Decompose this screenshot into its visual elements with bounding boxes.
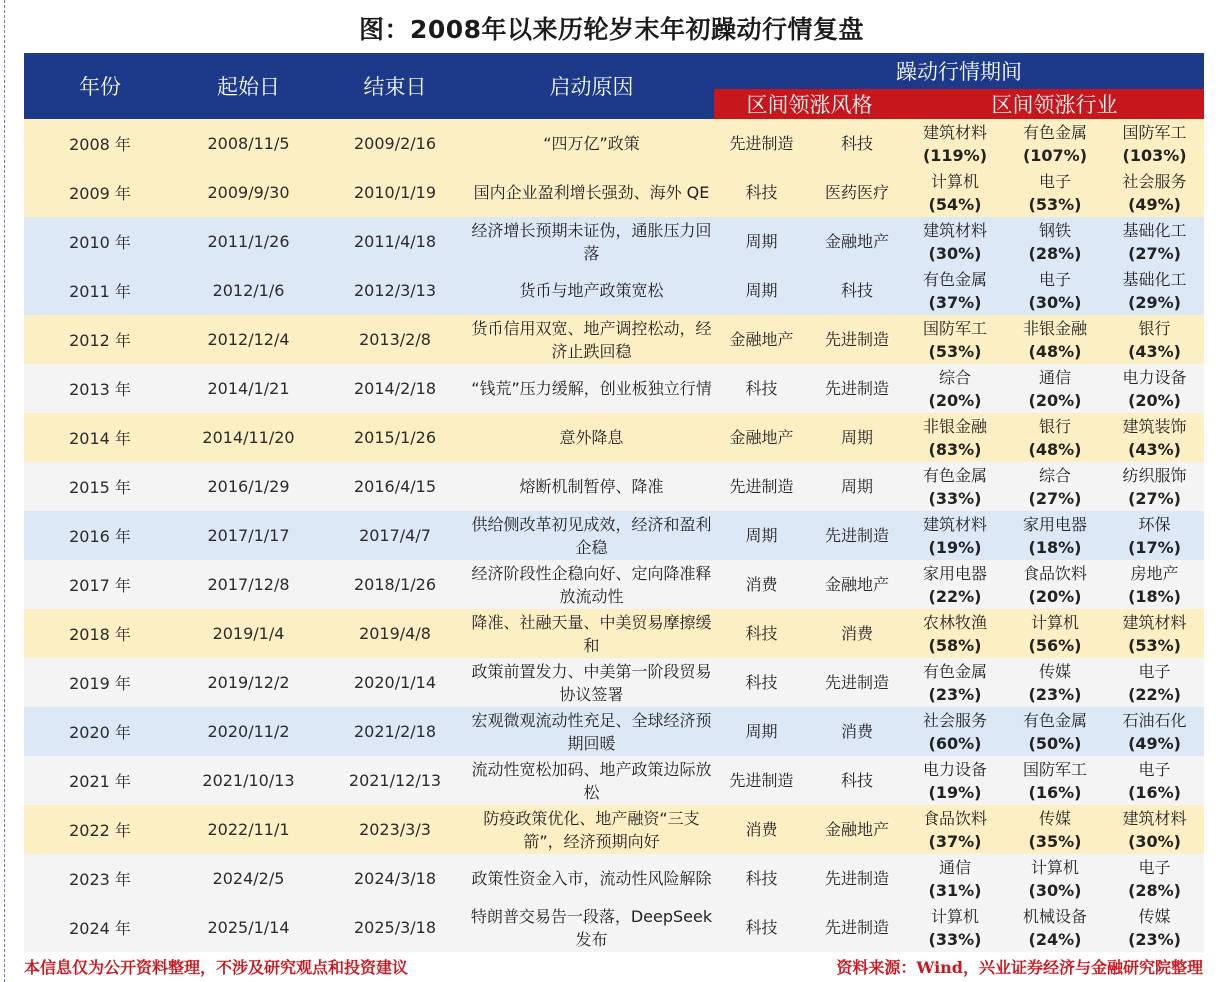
leading-industry-cell bbox=[1005, 511, 1105, 560]
table-row bbox=[24, 266, 1204, 315]
leading-industry-cell bbox=[1105, 854, 1204, 903]
end-date-cell: 2021/2/18 bbox=[321, 707, 469, 756]
leading-style-cell: 科技 bbox=[714, 854, 809, 903]
industry-gain: (60%) bbox=[928, 733, 982, 753]
end-date-cell: 2021/12/13 bbox=[321, 756, 469, 805]
leading-style-cell: 先进制造 bbox=[809, 854, 905, 903]
industry-gain: (35%) bbox=[1028, 831, 1082, 851]
industry-gain: (53%) bbox=[1128, 635, 1181, 655]
leading-style-cell: 科技 bbox=[714, 658, 809, 707]
industry-gain: (54%) bbox=[928, 194, 982, 214]
leading-style-cell: 科技 bbox=[809, 266, 905, 315]
start-date-cell: 2014/11/20 bbox=[176, 413, 321, 462]
industry-name: 社会服务 bbox=[1122, 171, 1187, 191]
leading-style-cell: 科技 bbox=[809, 119, 905, 168]
start-date-cell: 2012/1/6 bbox=[176, 266, 321, 315]
industry-gain: (18%) bbox=[1028, 537, 1082, 557]
industry-gain: (107%) bbox=[1022, 145, 1088, 165]
industry-gain: (20%) bbox=[1128, 390, 1181, 410]
table-row bbox=[24, 119, 1204, 168]
reason-cell: 经济阶段性企稳向好、定向降准释放流动性 bbox=[469, 560, 714, 609]
industry-gain: (23%) bbox=[1028, 684, 1082, 704]
year-cell: 2011 年 bbox=[24, 266, 176, 315]
year-cell: 2012 年 bbox=[24, 315, 176, 364]
header-rally-period: 躁动行情期间 bbox=[714, 53, 1204, 89]
leading-style-cell: 科技 bbox=[714, 903, 809, 952]
year-cell: 2009 年 bbox=[24, 168, 176, 217]
industry-name: 国防军工 bbox=[1122, 122, 1187, 142]
header-end-date: 结束日 bbox=[321, 53, 469, 119]
industry-name: 计算机 bbox=[1030, 857, 1079, 877]
leading-industry-cell bbox=[1005, 315, 1105, 364]
industry-name: 建筑装饰 bbox=[1122, 416, 1187, 436]
leading-industry-cell bbox=[905, 609, 1005, 658]
table-row bbox=[24, 168, 1204, 217]
leading-industry-cell bbox=[1105, 658, 1204, 707]
end-date-cell: 2024/3/18 bbox=[321, 854, 469, 903]
leading-style-cell: 消费 bbox=[714, 805, 809, 854]
industry-name: 电子 bbox=[1138, 759, 1171, 779]
industry-name: 计算机 bbox=[930, 906, 979, 926]
industry-gain: (119%) bbox=[922, 145, 988, 165]
industry-name: 农林牧渔 bbox=[922, 612, 987, 632]
industry-gain: (49%) bbox=[1128, 194, 1181, 214]
reason-cell: “钱荒”压力缓解，创业板独立行情 bbox=[469, 364, 714, 413]
reason-cell: 特朗普交易告一段落，DeepSeek 发布 bbox=[469, 903, 714, 952]
industry-gain: (83%) bbox=[928, 439, 982, 459]
industry-name: 综合 bbox=[938, 367, 971, 387]
year-cell: 2024 年 bbox=[24, 903, 176, 952]
industry-gain: (17%) bbox=[1128, 537, 1181, 557]
start-date-cell: 2016/1/29 bbox=[176, 462, 321, 511]
industry-gain: (28%) bbox=[1028, 243, 1082, 263]
start-date-cell: 2022/11/1 bbox=[176, 805, 321, 854]
industry-name: 通信 bbox=[938, 857, 971, 877]
industry-name: 建筑材料 bbox=[922, 514, 987, 534]
industry-name: 电子 bbox=[1138, 857, 1171, 877]
leading-industry-cell bbox=[905, 903, 1005, 952]
industry-name: 电力设备 bbox=[922, 759, 987, 779]
leading-style-cell: 消费 bbox=[714, 560, 809, 609]
leading-industry-cell bbox=[1005, 707, 1105, 756]
leading-industry-cell bbox=[905, 119, 1005, 168]
industry-gain: (20%) bbox=[928, 390, 982, 410]
leading-style-cell: 消费 bbox=[809, 707, 905, 756]
leading-industry-cell bbox=[1005, 217, 1105, 266]
industry-name: 传媒 bbox=[1038, 808, 1071, 828]
leading-industry-cell bbox=[1005, 560, 1105, 609]
industry-name: 电力设备 bbox=[1122, 367, 1187, 387]
leading-style-cell: 科技 bbox=[809, 756, 905, 805]
leading-industry-cell bbox=[905, 756, 1005, 805]
leading-industry-cell bbox=[1105, 462, 1204, 511]
leading-industry-cell bbox=[905, 266, 1005, 315]
leading-style-cell: 金融地产 bbox=[809, 560, 905, 609]
year-cell: 2019 年 bbox=[24, 658, 176, 707]
leading-industry-cell bbox=[905, 364, 1005, 413]
reason-cell: 政策性资金入市，流动性风险解除 bbox=[469, 854, 714, 903]
leading-industry-cell bbox=[1105, 756, 1204, 805]
table-row bbox=[24, 511, 1204, 560]
industry-name: 有色金属 bbox=[1022, 710, 1087, 730]
reason-cell: 供给侧改革初见成效，经济和盈利企稳 bbox=[469, 511, 714, 560]
leading-industry-cell bbox=[1005, 805, 1105, 854]
end-date-cell: 2016/4/15 bbox=[321, 462, 469, 511]
leading-industry-cell bbox=[905, 315, 1005, 364]
industry-name: 石油石化 bbox=[1122, 710, 1187, 730]
industry-name: 有色金属 bbox=[922, 661, 987, 681]
year-cell: 2008 年 bbox=[24, 119, 176, 168]
industry-name: 国防军工 bbox=[922, 318, 987, 338]
leading-style-cell: 周期 bbox=[809, 413, 905, 462]
industry-gain: (19%) bbox=[928, 782, 982, 802]
industry-name: 传媒 bbox=[1138, 906, 1171, 926]
industry-name: 银行 bbox=[1038, 416, 1071, 436]
leading-style-cell: 金融地产 bbox=[809, 805, 905, 854]
start-date-cell: 2019/1/4 bbox=[176, 609, 321, 658]
industry-gain: (48%) bbox=[1028, 439, 1082, 459]
industry-gain: (53%) bbox=[1028, 194, 1082, 214]
header-year: 年份 bbox=[24, 53, 176, 119]
end-date-cell: 2025/3/18 bbox=[321, 903, 469, 952]
leading-style-cell: 科技 bbox=[714, 364, 809, 413]
industry-gain: (30%) bbox=[1028, 292, 1082, 312]
leading-industry-cell bbox=[1105, 364, 1204, 413]
reason-cell: “四万亿”政策 bbox=[469, 119, 714, 168]
leading-style-cell: 周期 bbox=[714, 511, 809, 560]
industry-name: 银行 bbox=[1138, 318, 1171, 338]
leading-industry-cell bbox=[1005, 756, 1105, 805]
industry-name: 建筑材料 bbox=[1122, 808, 1187, 828]
reason-cell: 熔断机制暂停、降准 bbox=[469, 462, 714, 511]
industry-gain: (23%) bbox=[928, 684, 982, 704]
leading-style-cell: 金融地产 bbox=[714, 315, 809, 364]
end-date-cell: 2012/3/13 bbox=[321, 266, 469, 315]
industry-name: 纺织服饰 bbox=[1122, 465, 1187, 485]
leading-style-cell: 先进制造 bbox=[809, 511, 905, 560]
leading-industry-cell bbox=[1105, 511, 1204, 560]
industry-gain: (56%) bbox=[1028, 635, 1082, 655]
start-date-cell: 2024/2/5 bbox=[176, 854, 321, 903]
leading-industry-cell bbox=[905, 854, 1005, 903]
table-row bbox=[24, 413, 1204, 462]
reason-cell: 货币信用双宽、地产调控松动，经济止跌回稳 bbox=[469, 315, 714, 364]
industry-name: 综合 bbox=[1038, 465, 1071, 485]
industry-name: 有色金属 bbox=[922, 465, 987, 485]
industry-name: 传媒 bbox=[1038, 661, 1071, 681]
leading-industry-cell bbox=[905, 511, 1005, 560]
leading-style-cell: 医药医疗 bbox=[809, 168, 905, 217]
start-date-cell: 2012/12/4 bbox=[176, 315, 321, 364]
start-date-cell: 2011/1/26 bbox=[176, 217, 321, 266]
industry-name: 通信 bbox=[1038, 367, 1071, 387]
leading-industry-cell bbox=[1005, 168, 1105, 217]
industry-name: 食品饮料 bbox=[922, 808, 987, 828]
start-date-cell: 2021/10/13 bbox=[176, 756, 321, 805]
industry-gain: (27%) bbox=[1128, 243, 1181, 263]
table-row bbox=[24, 707, 1204, 756]
leading-industry-cell bbox=[1105, 560, 1204, 609]
table-row bbox=[24, 462, 1204, 511]
table-row bbox=[24, 903, 1204, 952]
leading-style-cell: 金融地产 bbox=[809, 217, 905, 266]
industry-gain: (22%) bbox=[1128, 684, 1181, 704]
industry-gain: (27%) bbox=[1028, 488, 1082, 508]
end-date-cell: 2023/3/3 bbox=[321, 805, 469, 854]
industry-gain: (23%) bbox=[1128, 929, 1181, 949]
start-date-cell: 2019/12/2 bbox=[176, 658, 321, 707]
industry-gain: (20%) bbox=[1028, 390, 1082, 410]
page-title: 图：2008年以来历轮岁末年初躁动行情复盘 bbox=[358, 15, 865, 44]
industry-gain: (37%) bbox=[928, 831, 982, 851]
leading-style-cell: 先进制造 bbox=[809, 364, 905, 413]
table-body bbox=[24, 119, 1204, 952]
leading-industry-cell bbox=[1105, 266, 1204, 315]
industry-gain: (33%) bbox=[928, 929, 982, 949]
industry-name: 计算机 bbox=[1030, 612, 1079, 632]
leading-style-cell: 科技 bbox=[714, 168, 809, 217]
end-date-cell: 2014/2/18 bbox=[321, 364, 469, 413]
year-cell: 2022 年 bbox=[24, 805, 176, 854]
industry-gain: (33%) bbox=[928, 488, 982, 508]
leading-style-cell: 先进制造 bbox=[714, 119, 809, 168]
table-row bbox=[24, 756, 1204, 805]
end-date-cell: 2009/2/16 bbox=[321, 119, 469, 168]
leading-style-cell: 先进制造 bbox=[714, 756, 809, 805]
header-leading-industry: 区间领涨行业 bbox=[905, 89, 1204, 119]
industry-name: 家用电器 bbox=[922, 563, 987, 583]
industry-gain: (16%) bbox=[1028, 782, 1082, 802]
industry-name: 电子 bbox=[1038, 171, 1071, 191]
industry-gain: (43%) bbox=[1128, 341, 1181, 361]
start-date-cell: 2025/1/14 bbox=[176, 903, 321, 952]
year-cell: 2018 年 bbox=[24, 609, 176, 658]
page-border-line bbox=[4, 0, 5, 982]
year-cell: 2023 年 bbox=[24, 854, 176, 903]
industry-gain: (22%) bbox=[928, 586, 982, 606]
industry-name: 国防军工 bbox=[1022, 759, 1087, 779]
disclaimer-text: 本信息仅为公开资料整理，不涉及研究观点和投资建议 bbox=[24, 958, 409, 977]
leading-style-cell: 消费 bbox=[809, 609, 905, 658]
table-row bbox=[24, 854, 1204, 903]
leading-industry-cell bbox=[905, 658, 1005, 707]
industry-name: 基础化工 bbox=[1122, 269, 1187, 289]
year-cell: 2013 年 bbox=[24, 364, 176, 413]
end-date-cell: 2020/1/14 bbox=[321, 658, 469, 707]
table-row bbox=[24, 560, 1204, 609]
end-date-cell: 2010/1/19 bbox=[321, 168, 469, 217]
leading-industry-cell bbox=[1005, 364, 1105, 413]
end-date-cell: 2018/1/26 bbox=[321, 560, 469, 609]
end-date-cell: 2011/4/18 bbox=[321, 217, 469, 266]
table-row bbox=[24, 364, 1204, 413]
industry-name: 钢铁 bbox=[1038, 220, 1071, 240]
reason-cell: 政策前置发力、中美第一阶段贸易协议签署 bbox=[469, 658, 714, 707]
industry-name: 环保 bbox=[1138, 514, 1171, 534]
leading-industry-cell bbox=[1105, 609, 1204, 658]
source-text: 资料来源：Wind，兴业证券经济与金融研究院整理 bbox=[836, 958, 1203, 977]
industry-name: 有色金属 bbox=[922, 269, 987, 289]
leading-industry-cell bbox=[1105, 413, 1204, 462]
industry-gain: (20%) bbox=[1028, 586, 1082, 606]
leading-industry-cell bbox=[1005, 854, 1105, 903]
leading-industry-cell bbox=[905, 462, 1005, 511]
leading-style-cell: 周期 bbox=[809, 462, 905, 511]
leading-industry-cell bbox=[1005, 266, 1105, 315]
year-cell: 2016 年 bbox=[24, 511, 176, 560]
industry-gain: (30%) bbox=[1028, 880, 1082, 900]
leading-industry-cell bbox=[1105, 707, 1204, 756]
industry-name: 有色金属 bbox=[1022, 122, 1087, 142]
leading-industry-cell bbox=[905, 413, 1005, 462]
industry-gain: (27%) bbox=[1128, 488, 1181, 508]
leading-industry-cell bbox=[1105, 168, 1204, 217]
leading-industry-cell bbox=[905, 707, 1005, 756]
leading-industry-cell bbox=[905, 805, 1005, 854]
end-date-cell: 2015/1/26 bbox=[321, 413, 469, 462]
reason-cell: 货币与地产政策宽松 bbox=[469, 266, 714, 315]
industry-gain: (43%) bbox=[1128, 439, 1181, 459]
table-row bbox=[24, 658, 1204, 707]
industry-gain: (103%) bbox=[1122, 145, 1187, 165]
reason-cell: 防疫政策优化、地产融资“三支箭”，经济预期向好 bbox=[469, 805, 714, 854]
leading-industry-cell bbox=[1105, 119, 1204, 168]
leading-style-cell: 周期 bbox=[714, 217, 809, 266]
start-date-cell: 2020/11/2 bbox=[176, 707, 321, 756]
leading-style-cell: 金融地产 bbox=[714, 413, 809, 462]
industry-gain: (37%) bbox=[928, 292, 982, 312]
industry-name: 家用电器 bbox=[1022, 514, 1087, 534]
industry-gain: (31%) bbox=[928, 880, 982, 900]
leading-industry-cell bbox=[1105, 315, 1204, 364]
industry-gain: (29%) bbox=[1128, 292, 1181, 312]
industry-gain: (16%) bbox=[1128, 782, 1181, 802]
industry-gain: (18%) bbox=[1128, 586, 1181, 606]
industry-name: 非银金融 bbox=[1022, 318, 1087, 338]
leading-industry-cell bbox=[1005, 462, 1105, 511]
leading-style-cell: 周期 bbox=[714, 707, 809, 756]
reason-cell: 经济增长预期未证伪，通胀压力回落 bbox=[469, 217, 714, 266]
header-leading-style: 区间领涨风格 bbox=[714, 89, 905, 119]
industry-gain: (30%) bbox=[928, 243, 982, 263]
industry-name: 食品饮料 bbox=[1022, 563, 1087, 583]
end-date-cell: 2019/4/8 bbox=[321, 609, 469, 658]
year-cell: 2015 年 bbox=[24, 462, 176, 511]
start-date-cell: 2014/1/21 bbox=[176, 364, 321, 413]
end-date-cell: 2017/4/7 bbox=[321, 511, 469, 560]
header-reason: 启动原因 bbox=[469, 53, 714, 119]
reason-cell: 宏观微观流动性充足、全球经济预期回暖 bbox=[469, 707, 714, 756]
leading-industry-cell bbox=[1005, 903, 1105, 952]
leading-style-cell: 科技 bbox=[714, 609, 809, 658]
industry-name: 基础化工 bbox=[1122, 220, 1187, 240]
end-date-cell: 2013/2/8 bbox=[321, 315, 469, 364]
industry-gain: (48%) bbox=[1028, 341, 1082, 361]
reason-cell: 流动性宽松加码、地产政策边际放松 bbox=[469, 756, 714, 805]
leading-industry-cell bbox=[1105, 805, 1204, 854]
leading-industry-cell bbox=[1005, 413, 1105, 462]
leading-industry-cell bbox=[905, 217, 1005, 266]
leading-industry-cell bbox=[1005, 119, 1105, 168]
industry-gain: (58%) bbox=[928, 635, 982, 655]
header-start-date: 起始日 bbox=[176, 53, 321, 119]
leading-style-cell: 先进制造 bbox=[714, 462, 809, 511]
industry-name: 机械设备 bbox=[1022, 906, 1087, 926]
year-cell: 2020 年 bbox=[24, 707, 176, 756]
leading-industry-cell bbox=[1105, 217, 1204, 266]
industry-gain: (50%) bbox=[1028, 733, 1082, 753]
leading-industry-cell bbox=[1105, 903, 1204, 952]
reason-cell: 意外降息 bbox=[469, 413, 714, 462]
start-date-cell: 2017/1/17 bbox=[176, 511, 321, 560]
industry-name: 建筑材料 bbox=[922, 220, 987, 240]
table-row bbox=[24, 609, 1204, 658]
industry-name: 建筑材料 bbox=[1122, 612, 1187, 632]
reason-cell: 国内企业盈利增长强劲、海外 QE bbox=[469, 168, 714, 217]
leading-style-cell: 先进制造 bbox=[809, 658, 905, 707]
industry-gain: (53%) bbox=[928, 341, 982, 361]
leading-style-cell: 先进制造 bbox=[809, 315, 905, 364]
industry-name: 房地产 bbox=[1130, 563, 1179, 583]
table-row bbox=[24, 217, 1204, 266]
start-date-cell: 2009/9/30 bbox=[176, 168, 321, 217]
rally-review-table bbox=[24, 53, 1204, 952]
industry-name: 社会服务 bbox=[922, 710, 987, 730]
industry-name: 建筑材料 bbox=[922, 122, 987, 142]
leading-industry-cell bbox=[905, 560, 1005, 609]
table-row bbox=[24, 805, 1204, 854]
leading-industry-cell bbox=[1005, 658, 1105, 707]
leading-industry-cell bbox=[905, 168, 1005, 217]
industry-name: 非银金融 bbox=[922, 416, 987, 436]
industry-name: 计算机 bbox=[930, 171, 979, 191]
year-cell: 2010 年 bbox=[24, 217, 176, 266]
industry-name: 电子 bbox=[1138, 661, 1171, 681]
reason-cell: 降准、社融天量、中美贸易摩擦缓和 bbox=[469, 609, 714, 658]
industry-gain: (28%) bbox=[1128, 880, 1181, 900]
year-cell: 2017 年 bbox=[24, 560, 176, 609]
industry-gain: (19%) bbox=[928, 537, 982, 557]
industry-gain: (24%) bbox=[1028, 929, 1082, 949]
start-date-cell: 2008/11/5 bbox=[176, 119, 321, 168]
leading-style-cell: 周期 bbox=[714, 266, 809, 315]
industry-gain: (30%) bbox=[1128, 831, 1181, 851]
year-cell: 2014 年 bbox=[24, 413, 176, 462]
industry-name: 电子 bbox=[1038, 269, 1071, 289]
year-cell: 2021 年 bbox=[24, 756, 176, 805]
leading-industry-cell bbox=[1005, 609, 1105, 658]
leading-style-cell: 先进制造 bbox=[809, 903, 905, 952]
table-row bbox=[24, 315, 1204, 364]
industry-gain: (49%) bbox=[1128, 733, 1181, 753]
start-date-cell: 2017/12/8 bbox=[176, 560, 321, 609]
